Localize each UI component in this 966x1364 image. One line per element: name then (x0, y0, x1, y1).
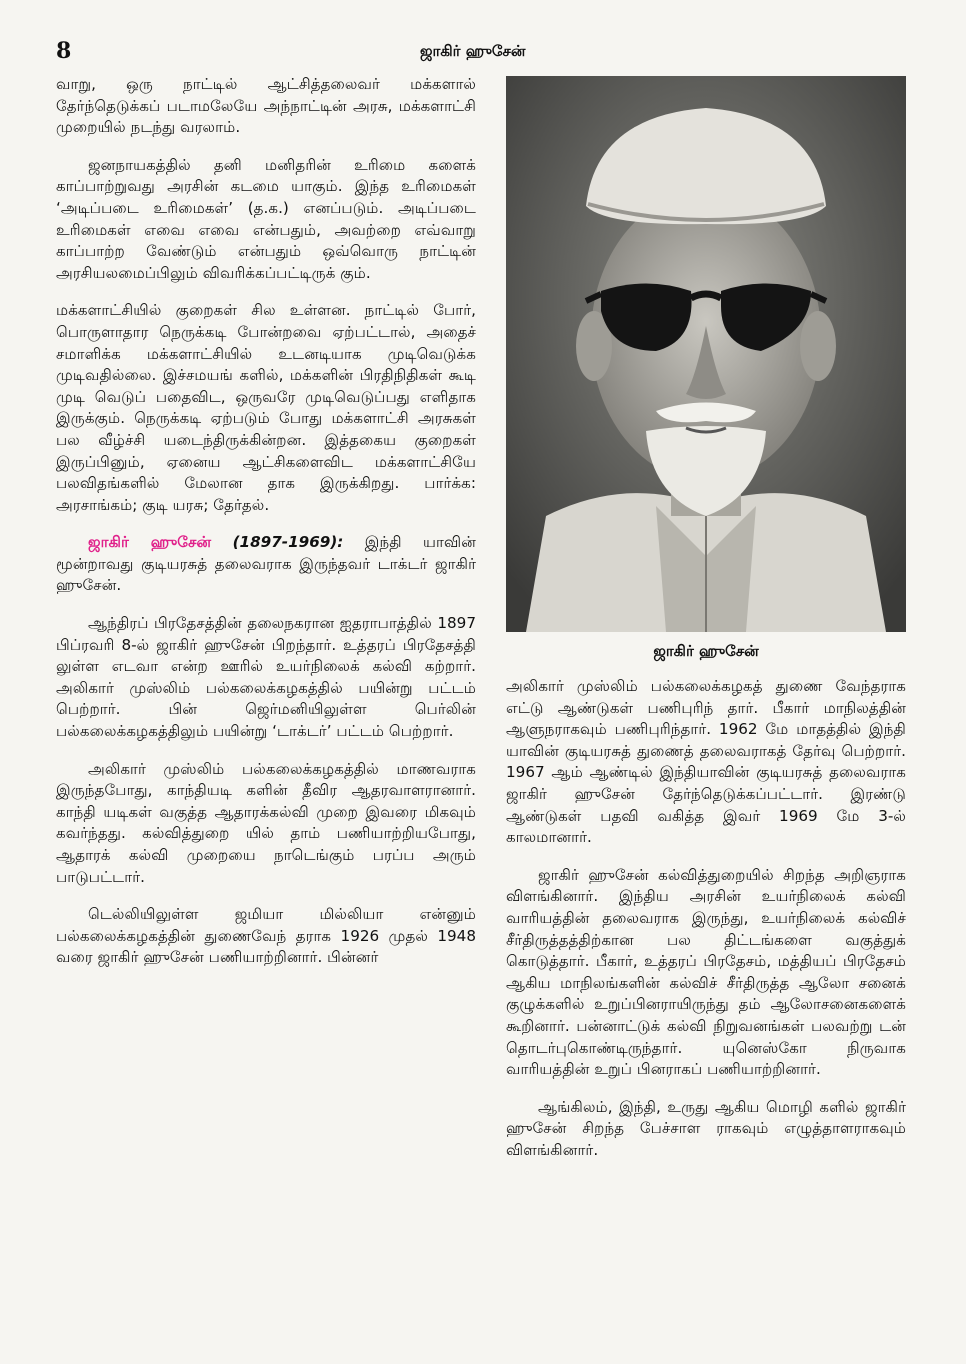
portrait-photo (506, 76, 906, 632)
photo-caption: ஜாகிர் ஹுசேன் (653, 642, 759, 660)
paragraph: ஆந்திரப் பிரதேசத்தின் தலைநகரான ஐதராபாத்தில் 1897 பிப்ரவரி 8-ல் ஜாகிர் ஹுசேன் பிறந்தார். உத்தரப் பிரதேசத்தி லுள்ள எடவா என்ற ஊரில் உயர்நிலைக் கல்வி கற்றார். அலிகார் முஸ்லிம் பல்கலைக்கழகத்தில் பயின்று பட்டம் பெற்றார். பின் ஜெர்மனியிலுள்ள பெர்லின் பல்கலைக்கழகத்திலும் பயின்று ‘டாக்டர்’ பட்டம் பெற்றார். (56, 614, 476, 741)
left-column (56, 74, 476, 985)
entry-headword: ஜாகிர் ஹுசேன் (88, 533, 212, 552)
running-head: ஜாகிர் ஹுசேன் (420, 42, 526, 60)
entry-intro-text: இந்தி யாவின் மூன்றாவது குடியரசுத் தலைவராக இருந்தவர் டாக்டர் ஜாகிர் ஹுசேன். (56, 533, 476, 595)
entry-dates: (1897-1969): (232, 533, 344, 552)
entry-intro (56, 532, 476, 597)
paragraph: ஆங்கிலம், இந்தி, உருது ஆகிய மொழி களில் ஜாகிர் ஹுசேன் சிறந்த பேச்சாள ராகவும் எழுத்தாளராகவும் விளங்கினார். (506, 1097, 906, 1159)
page-number: 8 (56, 38, 72, 64)
paragraph: அலிகார் முஸ்லிம் பல்கலைக்கழகத்தில் மாணவராக இருந்தபோது, காந்தியடி களின் தீவிர ஆதரவாளரானார். காந்தி யடிகள் வகுத்த ஆதாரக்கல்வி முறை இவரை மிகவும் கவர்ந்தது. கல்வித்துறை யில் தாம் பணியாற்றியபோது, ஆதாரக் கல்வி முறையை நாடெங்கும் பரப்ப அரும் பாடுபட்டார். (56, 759, 476, 886)
paragraph: மக்களாட்சியில் குறைகள் சில உள்ளன. நாட்டில் போர், பொருளாதார நெருக்கடி போன்றவை ஏற்பட்டால், அதைச் சமாளிக்க மக்களாட்சியில் உடனடியாக முடிவெடுக்க முடிவதில்லை. இச்சமயங் களில், மக்களின் பிரதிநிதிகள் கூடி முடி வெடுப் பதைவிட, ஒருவரே முடிவெடுப்பது எளிதாக இருக்கும். நெருக்கடி ஏற்படும் போது மக்களாட்சி அரசுகள் பல வீழ்ச்சி யடைந்திருக்கின்றன. இத்தகைய குறைகள் இருப்பினும், ஏனைய ஆட்சிகளைவிட மக்களாட்சியே பலவிதங்களில் மேலான தாக இருக்கிறது. பார்க்க: அரசாங்கம்; குடி யரசு; தேர்தல். (56, 301, 476, 514)
paragraph: ஜனநாயகத்தில் தனி மனிதரின் உரிமை களைக் காப்பாற்றுவது அரசின் கடமை யாகும். இந்த உரிமைகள் ‘அடிப்படை உரிமைகள்’ (த.க.) எனப்படும். அடிப்படை உரிமைகள் எவை எவை என்பதும், அவற்றை எவ்வாறு காப்பாற்ற வேண்டும் என்பதும் ஒவ்வொரு நாட்டின் அரசியலமைப்பிலும் விவரிக்கப்பட்டிருக் கும். (56, 155, 476, 282)
paragraph: டெல்லியிலுள்ள ஜமியா மில்லியா என்னும் பல்கலைக்கழகத்தின் துணைவேந் தராக 1926 முதல் 1948 வரை ஜாகிர் ஹுசேன் பணியாற்றினார். பின்னர் (56, 905, 476, 967)
paragraph: அலிகார் முஸ்லிம் பல்கலைக்கழகத் துணை வேந்தராக எட்டு ஆண்டுகள் பணிபுரிந் தார். பீகார் மாநிலத்தின் ஆளுநராகவும் பணிபுரிந்தார். 1962 மே மாதத்தில் இந்தி யாவின் குடியரசுத் துணைத் தலைவராகத் தேர்வு பெற்றார். 1967 ஆம் ஆண்டில் இந்தியாவின் குடியரசுத் தலைவராக ஜாகிர் ஹுசேன் தேர்ந்தெடுக்கப்பட்டார். இரண்டு ஆண்டுகள் பதவி வகித்த இவர் 1969 மே 3-ல் காலமானார். (506, 677, 906, 847)
right-column (506, 676, 906, 1177)
paragraph: வாறு, ஒரு நாட்டில் ஆட்சித்தலைவர் மக்களால் தேர்ந்தெடுக்கப் படாமலேயே அந்நாட்டின் அரசு, மக்களாட்சி முறையில் நடந்து வரலாம். (56, 75, 476, 137)
paragraph: ஜாகிர் ஹுசேன் கல்வித்துறையில் சிறந்த அறிஞராக விளங்கினார். இந்திய அரசின் உயர்நிலைக் கல்வி வாரியத்தின் தலைவராக இருந்து, உயர்நிலைக் கல்விச் சீர்திருத்தத்திற்கான பல திட்டங்களை வகுத்துக் கொடுத்தார். பீகார், உத்தரப் பிரதேசம், மத்தியப் பிரதேசம் ஆகிய மாநிலங்களின் கல்விச் சீர்திருத்த ஆலோ சனைக் குழுக்களில் உறுப்பினராயிருந்து தம் ஆலோசனைகளைக் கூறினார். பன்னாட்டுக் கல்வி நிறுவனங்கள் பலவற்று டன் தொடர்புகொண்டிருந்தார். யுனெஸ்கோ நிருவாக வாரியத்தின் உறுப் பினராகப் பணியாற்றினார். (506, 865, 906, 1079)
